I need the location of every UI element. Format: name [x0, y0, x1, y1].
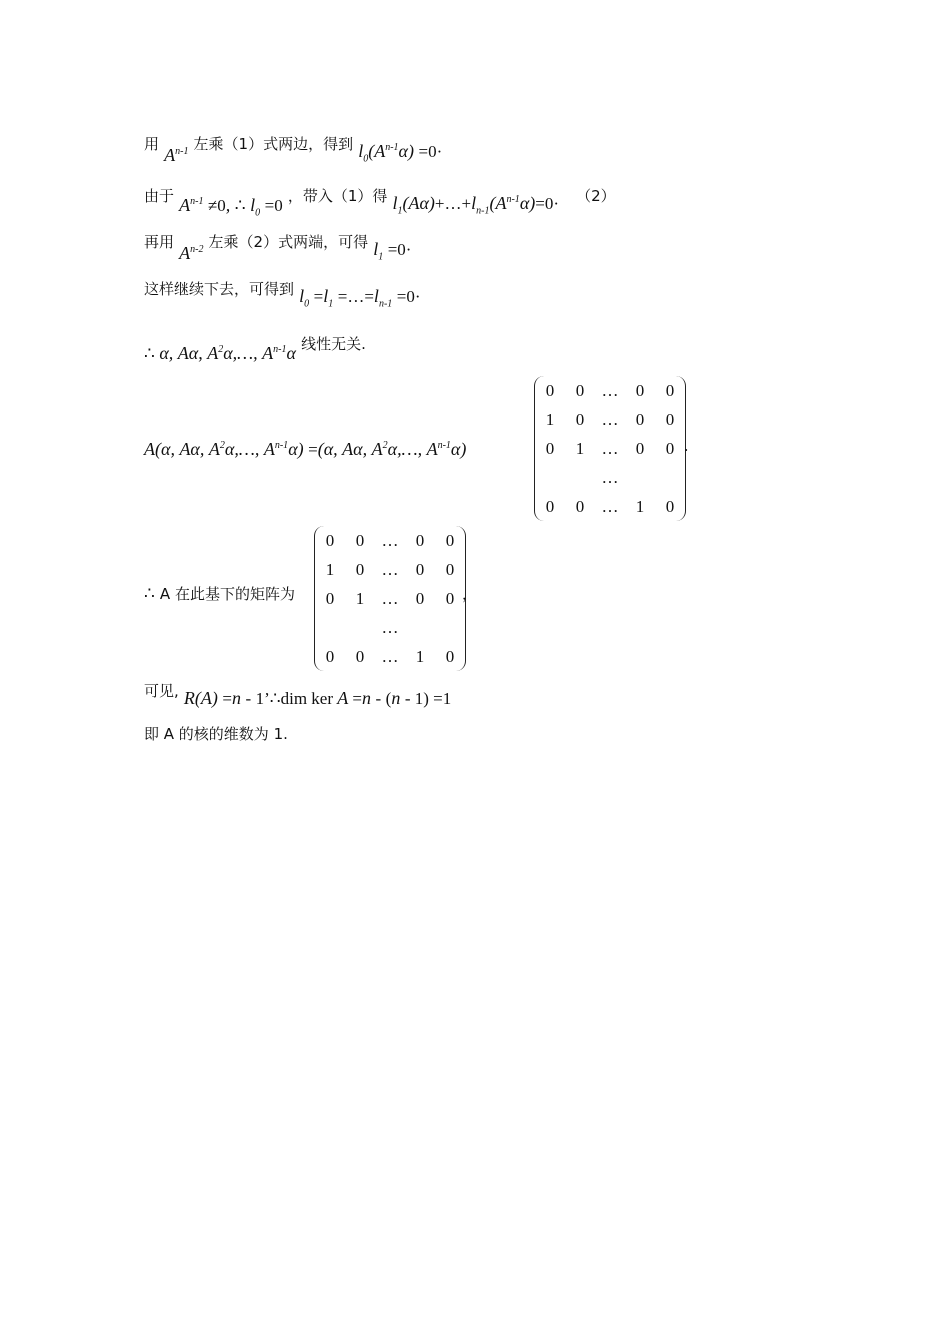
- matrix-cell: [655, 463, 685, 492]
- text-segment: 左乘（2）式两端，可得: [208, 233, 369, 251]
- comma: ，: [462, 585, 478, 603]
- text-segment: 用: [144, 135, 160, 153]
- proof-line-6: [144, 436, 466, 460]
- matrix-cell: [565, 463, 595, 492]
- proof-line-7: [144, 584, 295, 604]
- text-segment: 由于: [144, 187, 175, 205]
- matrix-cell: 1: [545, 409, 555, 429]
- period: .: [684, 436, 689, 455]
- matrix-cell: 0: [575, 409, 585, 429]
- matrix-table: [315, 526, 465, 671]
- matrix-cell: 0: [415, 530, 425, 550]
- matrix-cell: 1: [635, 496, 645, 516]
- matrix-cell: 0: [325, 530, 335, 550]
- matrix-cell: 0: [445, 588, 455, 608]
- matrix-cell: 1: [355, 588, 365, 608]
- matrix-cell: 0: [665, 409, 675, 429]
- matrix-cell: 0: [635, 380, 645, 400]
- math-expression: $l_0 =l_1$ $=\dots=l_{n-1} =0\cdot$: [299, 286, 421, 310]
- proof-line-8: [144, 680, 452, 708]
- math-A-power: $A^{n-1}$: [164, 145, 189, 165]
- text-segment: ，带入（1）得: [287, 187, 388, 205]
- math-expression: $A^{n-1} \ne 0$, ∴ $l_0 =0$: [179, 195, 283, 219]
- matrix-table: [535, 376, 685, 521]
- matrix-cell: 0: [545, 380, 555, 400]
- text-segment: 再用: [144, 233, 175, 251]
- matrix-cell: 0: [665, 438, 675, 458]
- matrix-cell: 0: [415, 588, 425, 608]
- matrix-cell: [405, 613, 435, 642]
- basis-matrix: [314, 526, 466, 671]
- matrix-cell: 0: [665, 496, 675, 516]
- matrix-cell: [315, 613, 345, 642]
- matrix-cell: 0: [355, 559, 365, 579]
- text-segment: A 在此基下的矩阵为: [159, 585, 295, 603]
- math-expression: $l_0(A^{n-1}\alpha) =0\cdot$: [358, 141, 443, 165]
- math-expression: $l_1(A\alpha)+\dots+l_{n-1}(A^{n-1}\alpha)=0\cdot$: [392, 193, 560, 217]
- matrix-cell: …: [601, 438, 619, 458]
- matrix-cell: …: [381, 559, 399, 579]
- math-expression: ∴ α, Aα, $A^2\alpha,\dots$, $A^{n-1}\alpha$: [144, 343, 296, 363]
- text-segment: 可见,: [144, 682, 179, 700]
- matrix-cell: [435, 613, 465, 642]
- matrix-cell: 0: [545, 438, 555, 458]
- matrix-cell: …: [381, 617, 399, 637]
- math-expression: $l_1 =0\cdot$: [373, 239, 412, 263]
- matrix-cell: 0: [355, 530, 365, 550]
- matrix-cell: 0: [325, 588, 335, 608]
- matrix-cell: 0: [445, 559, 455, 579]
- matrix-cell: 0: [415, 559, 425, 579]
- text-segment: 线性无关.: [301, 335, 366, 353]
- proof-line-4: [144, 278, 421, 310]
- proof-line-1: [144, 130, 443, 165]
- proof-line-2: [144, 182, 616, 219]
- matrix-cell: 0: [545, 496, 555, 516]
- matrix-cell: 0: [635, 438, 645, 458]
- equation-tag: （2）: [576, 187, 616, 205]
- matrix-cell: 0: [665, 380, 675, 400]
- matrix-cell: [345, 613, 375, 642]
- matrix-cell: …: [601, 496, 619, 516]
- math-expression: A(α, Aα, $A^2\alpha,\dots$, $A^{n-1}\alpha) =(\alpha$, Aα, $A^2\alpha,\dots$, $A^{n-1}\alpha$): [144, 439, 467, 459]
- proof-line-5: [144, 330, 366, 363]
- matrix-cell: 0: [445, 646, 455, 666]
- conclusion-text: 即 A 的核的维数为 1.: [144, 725, 288, 743]
- matrix-cell: …: [601, 467, 619, 487]
- matrix-cell: 1: [415, 646, 425, 666]
- text-segment: 左乘（1）式两边，得到: [193, 135, 354, 153]
- matrix-cell: 0: [355, 646, 365, 666]
- matrix-cell: [535, 463, 565, 492]
- matrix-cell: 0: [325, 646, 335, 666]
- math-expression: R(A) =n - 1’∴dim ker A =n - (n - 1) =1: [183, 688, 452, 708]
- shift-matrix: [534, 376, 689, 521]
- matrix-cell: …: [381, 646, 399, 666]
- matrix-cell: 1: [575, 438, 585, 458]
- matrix-cell: …: [381, 588, 399, 608]
- text-segment: 这样继续下去，可得到: [144, 280, 295, 298]
- matrix-cell: [625, 463, 655, 492]
- matrix-cell: …: [601, 380, 619, 400]
- matrix-cell: 0: [635, 409, 645, 429]
- matrix-cell: 0: [575, 496, 585, 516]
- math-A-power: $A^{n-2}$: [179, 243, 204, 263]
- matrix-cell: 0: [445, 530, 455, 550]
- therefore-symbol: ∴: [144, 584, 155, 603]
- proof-line-3: [144, 228, 412, 263]
- matrix-cell: 1: [325, 559, 335, 579]
- proof-line-9: [144, 724, 288, 744]
- matrix-cell: 0: [575, 380, 585, 400]
- matrix-cell: …: [381, 530, 399, 550]
- matrix-cell: …: [601, 409, 619, 429]
